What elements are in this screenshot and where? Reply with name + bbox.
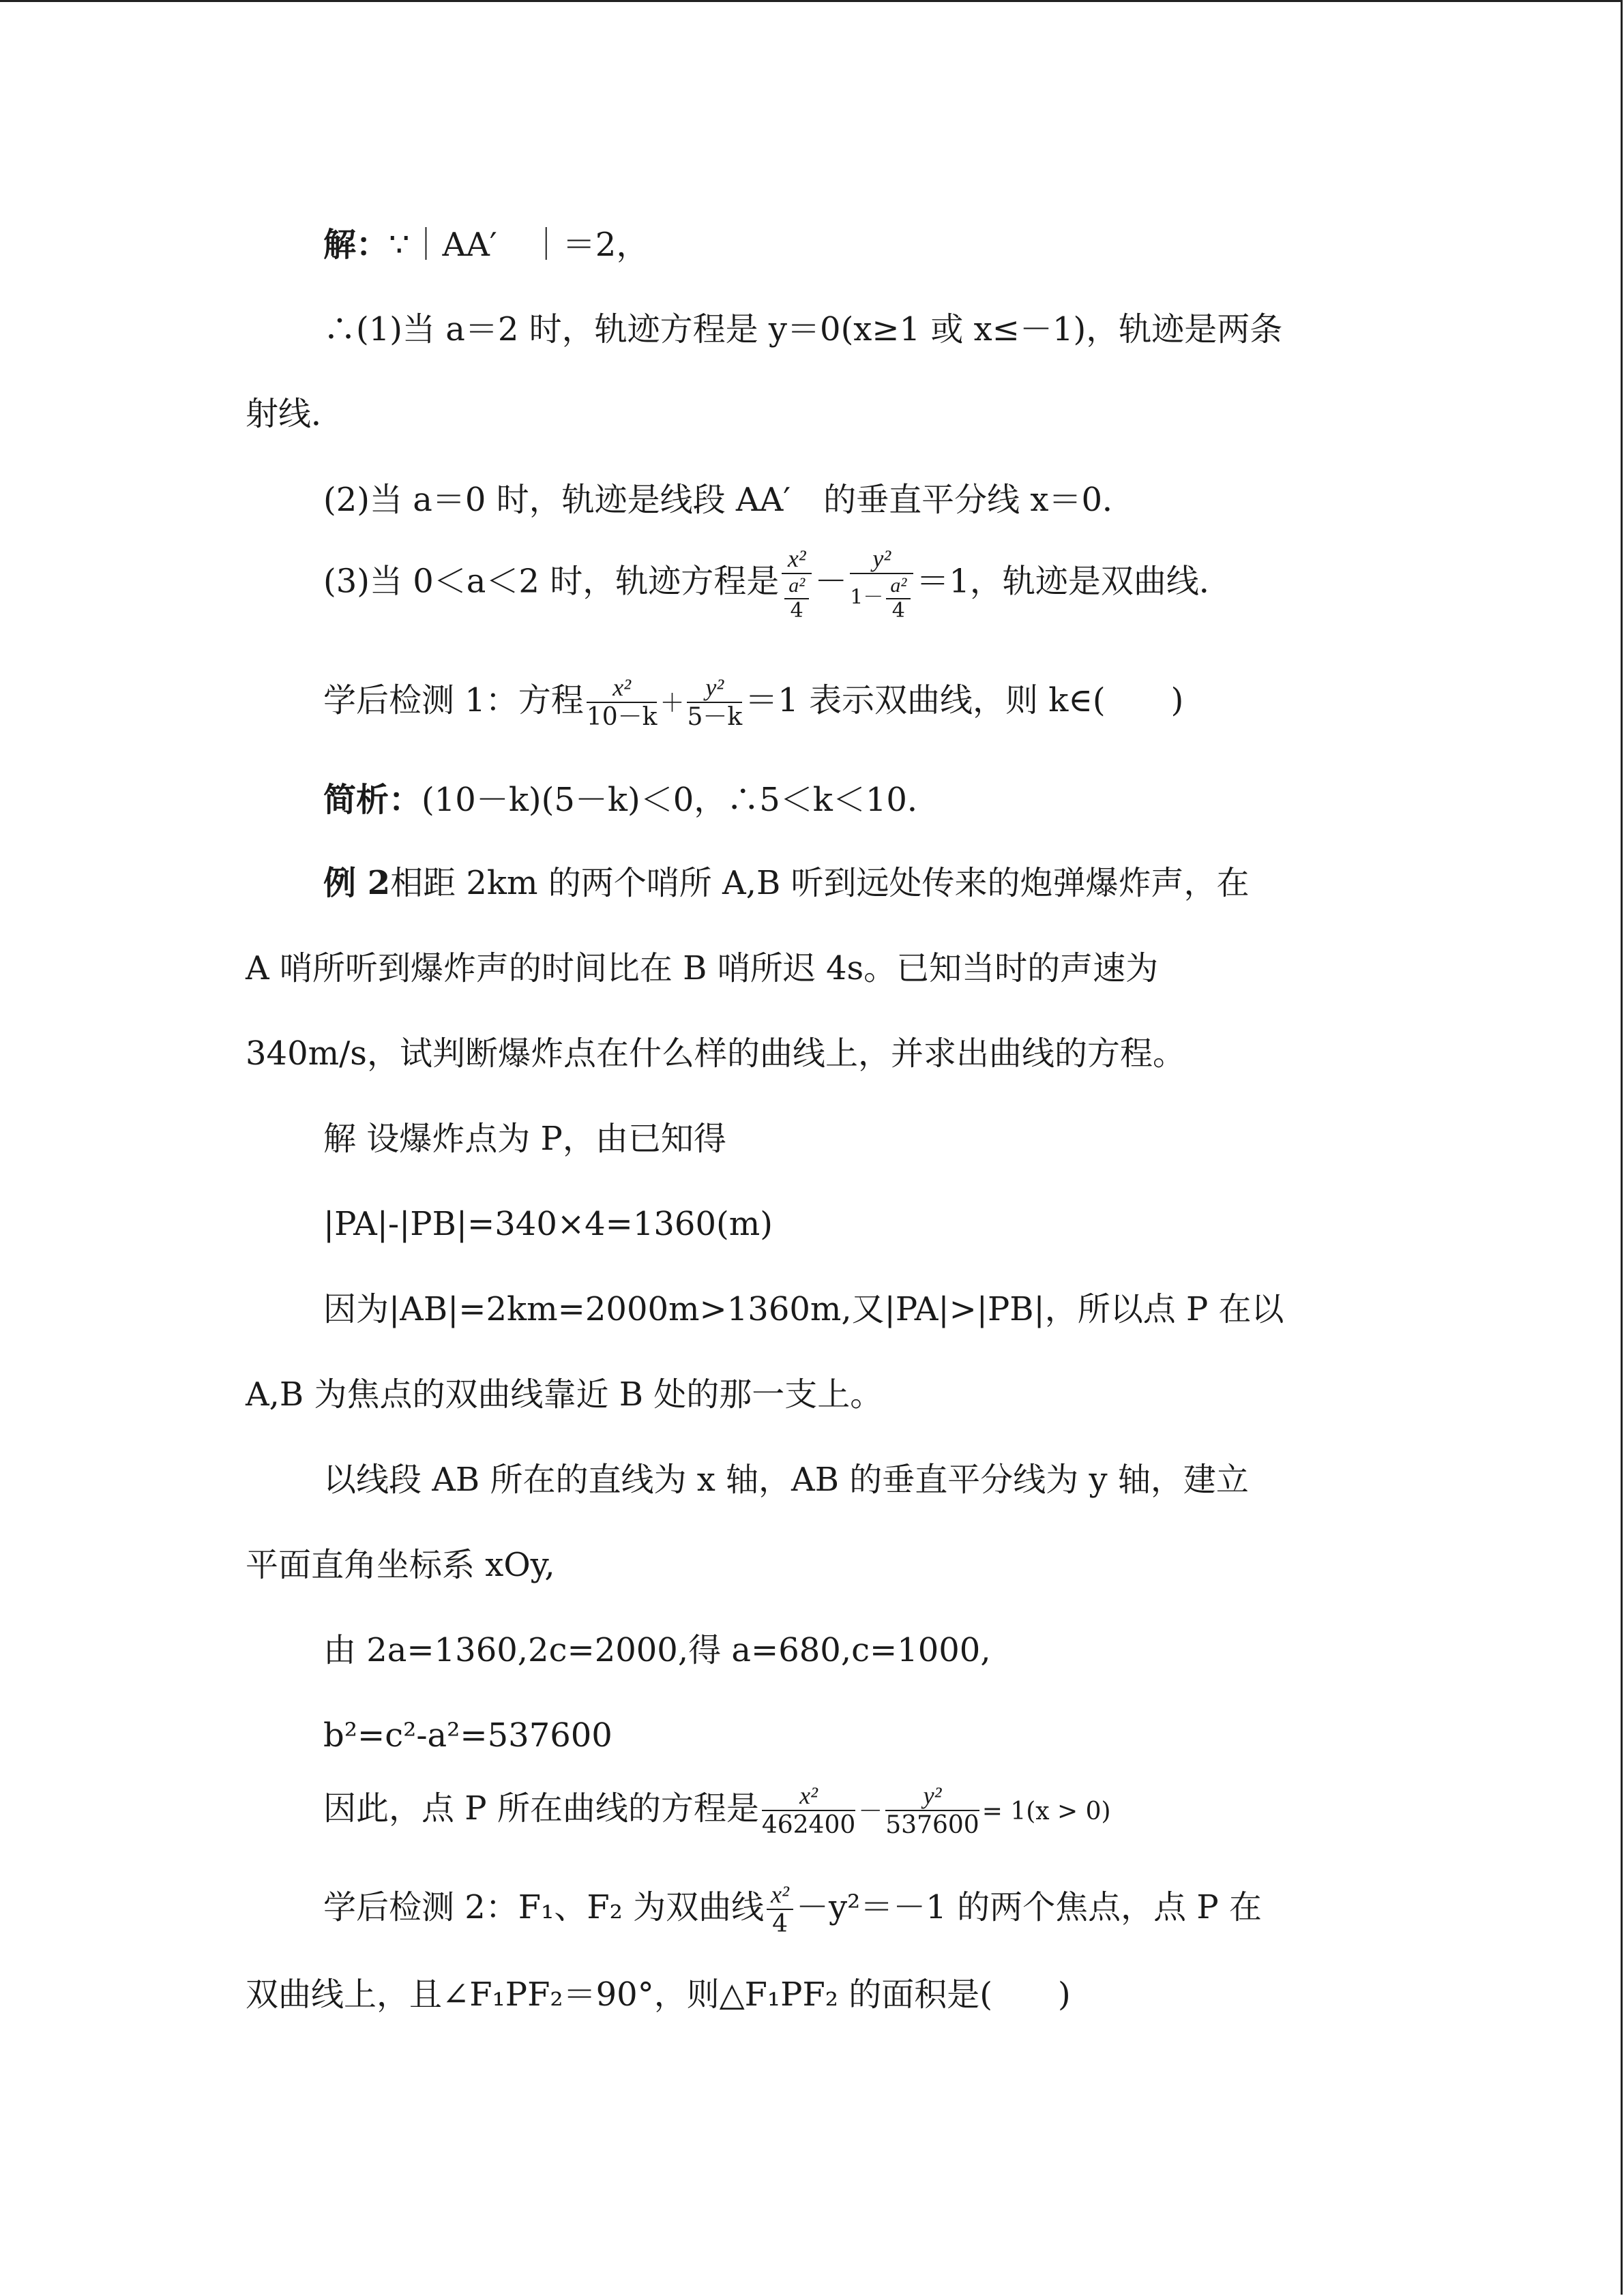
brief-analysis-line	[323, 779, 940, 820]
check-1-line	[323, 674, 1183, 732]
case-1-continued: 射线．	[246, 395, 344, 433]
solution-label: 解：	[323, 226, 389, 264]
brief-label: 简析：	[323, 781, 422, 819]
x-over-10-k-fraction: $\frac{\text{x²}}{10-k}$	[586, 674, 658, 732]
x-over-4-fraction: $\frac{\text{x²}}{4}$	[767, 1881, 793, 1939]
b-squared-line: b²=c²-a²=537600	[323, 1716, 612, 1755]
x-over-462400-fraction: $\frac{\text{x²}}{462400}$	[761, 1782, 856, 1840]
case-3-prefix: (3)当 0＜a＜2 时，轨迹方程是	[323, 562, 780, 601]
case-1-line: ∴(1)当 a＝2 时，轨迹方程是 y＝0(x≥1 或 x≤－1)，轨迹是两条	[323, 310, 1283, 348]
from-equation-line: 由 2a=1360,2c=2000,得 a=680,c=1000,	[323, 1631, 991, 1669]
because-line-1: 因为|AB|=2km=2000m>1360m,又|PA|>|PB|，所以点 P 在以	[323, 1290, 1284, 1328]
check-2-suffix: －y²＝－1 的两个焦点，点 P 在	[795, 1888, 1262, 1926]
check-2-line-1	[323, 1881, 1262, 1939]
y-over-5-k-fraction: $\frac{\text{y²}}{5-k}$	[687, 674, 743, 732]
check-1-prefix: 学后检测 1：方程	[323, 681, 584, 719]
y-over-a-fraction: y² 1－ $\frac{\text{a²}}{4}$	[850, 545, 913, 623]
minus-sign: －	[814, 562, 848, 601]
solution-1-text: ∵｜AA′ ｜＝2，	[389, 226, 649, 264]
x-over-a-fraction: $\frac{\text{x²}}{\frac{\text{a²}}{4}}$	[782, 545, 812, 623]
result-prefix: 因此，点 P 所在曲线的方程是	[323, 1789, 759, 1828]
y-over-537600-fraction: $\frac{\text{y²}}{537600}$	[885, 1782, 979, 1840]
axis-line-2: 平面直角坐标系 xOy,	[246, 1546, 555, 1584]
example-2-line-2: A 哨所听到爆炸声的时间比在 B 哨所迟 4s。已知当时的声速为	[246, 949, 1159, 987]
brief-text: (10－k)(5－k)＜0，∴5＜k＜10．	[422, 781, 940, 819]
case-3-line	[323, 545, 1232, 623]
distance-equation: |PA|-|PB|=340×4=1360(m)	[323, 1205, 773, 1243]
example-2-line-1	[323, 863, 1250, 904]
result-suffix: = 1(x > 0)	[981, 1797, 1111, 1825]
because-line-2: A,B 为焦点的双曲线靠近 B 处的那一支上。	[246, 1375, 883, 1414]
case-3-suffix: ＝1，轨迹是双曲线．	[916, 562, 1232, 601]
check-2-line-2: 双曲线上，且∠F₁PF₂＝90°，则△F₁PF₂ 的面积是( )	[246, 1976, 1071, 2014]
example-2-line-3: 340m/s，试判断爆炸点在什么样的曲线上，并求出曲线的方程。	[246, 1034, 1185, 1073]
check-2-prefix: 学后检测 2：F₁、F₂ 为双曲线	[323, 1888, 765, 1926]
example-2-text: 相距 2km 的两个哨所 A,B 听到远处传来的炮弹爆炸声，在	[390, 864, 1250, 902]
solution-2-line: 解 设爆炸点为 P，由已知得	[323, 1120, 726, 1158]
minus-sign: －	[858, 1797, 883, 1825]
result-line	[323, 1782, 1111, 1840]
axis-line-1: 以线段 AB 所在的直线为 x 轴，AB 的垂直平分线为 y 轴，建立	[323, 1461, 1249, 1499]
case-2-line: (2)当 a＝0 时，轨迹是线段 AA′ 的垂直平分线 x＝0．	[323, 481, 1136, 519]
check-1-suffix: ＝1 表示双曲线，则 k∈( )	[745, 681, 1184, 719]
plus-sign: ＋	[660, 689, 685, 717]
solution-1-line	[323, 224, 649, 265]
example-2-label: 例 2	[323, 864, 391, 902]
